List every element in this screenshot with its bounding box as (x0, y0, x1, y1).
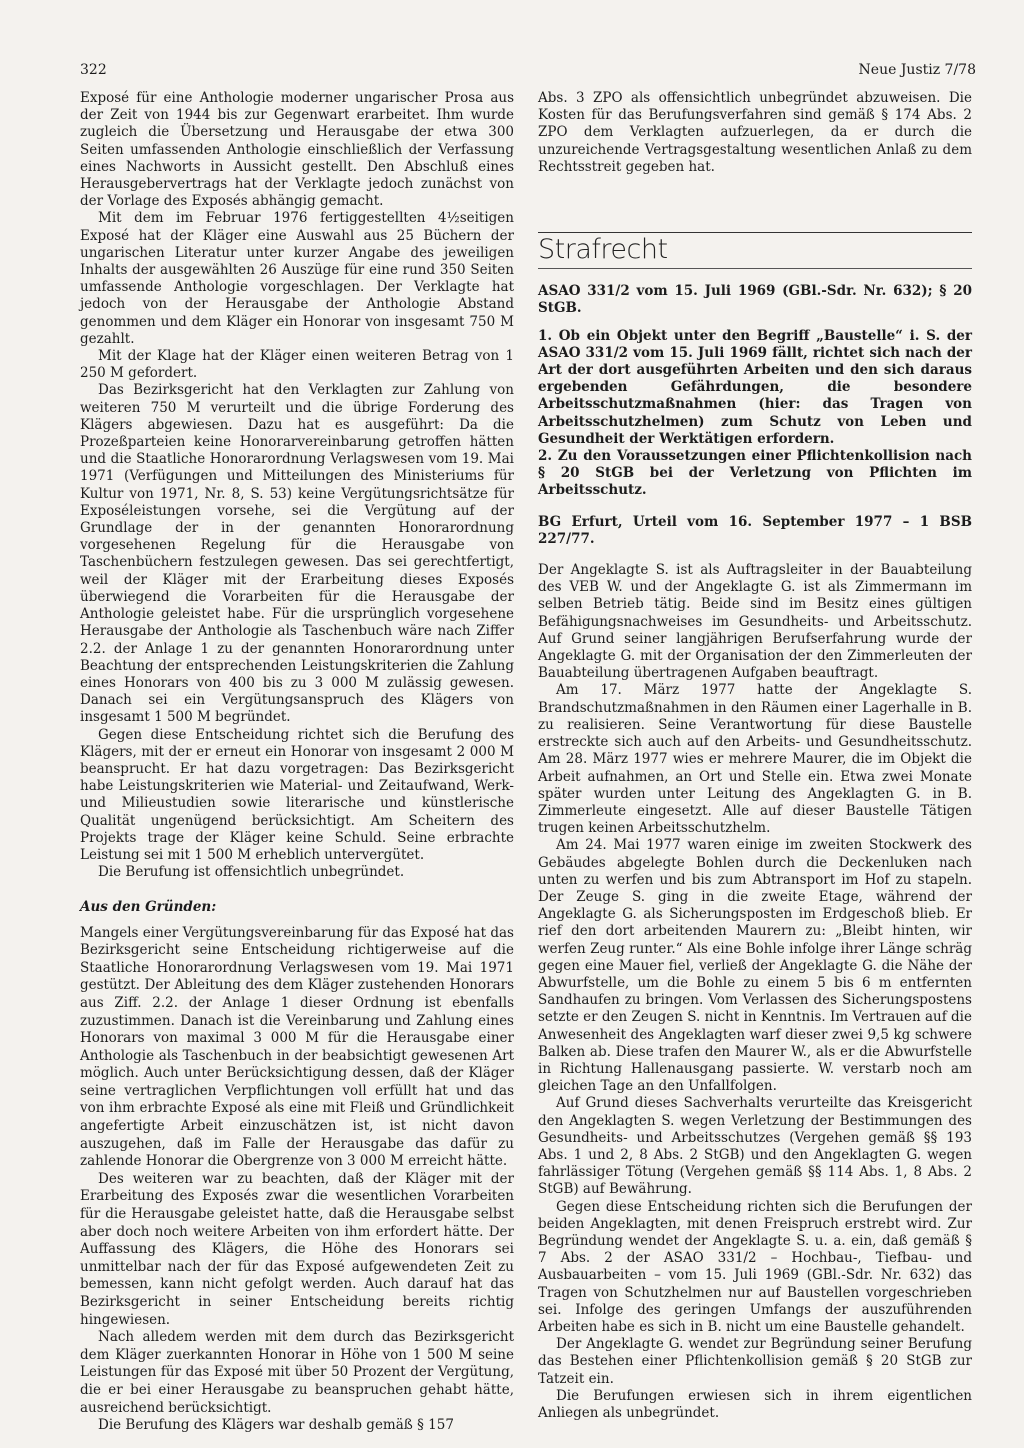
paragraph: Die Berufung ist offensichtlich unbegründet. (98, 864, 405, 881)
paragraph: Am 17. März 1977 hatte der Angeklagte S. Brandschutzmaßnahmen in den Räumen einer Lagerhalle in B. zu realisieren. Seine Verantwortung für diese Baustelle erstreckte sich auch auf den Arbeits- und Gesundheitsschutz. Am 28. März 1977 wies er mehrere Maurer, die im Objekt die Arbeit aufnahmen, an Ort und Stelle ein. Etwa zwei Monate später wurden unter Leitung des Angeklagten G. in B. Zimmerleute eingesetzt. Alle auf dieser Baustelle Tätigen trugen keinen Arbeitsschutzhelm. (538, 682, 972, 837)
paragraph: Mangels einer Vergütungsvereinbarung für das Exposé hat das Bezirksgericht seine Entscheidung richtigerweise auf die Staatliche Honorarordnung Verlagswesen vom 19. Mai 1971 gestützt. Der Ableitung des dem Kläger zustehenden Honorars aus Ziff. 2.2. der Anlage 1 dieser Ordnung ist ebenfalls zuzustimmen. Danach ist die Vereinbarung und Zahlung eines Honorars von maximal 3 000 M für die Herausgabe einer Anthologie als Taschenbuch in der beabsichtigt gewesenen Art möglich. Auch unter Berücksichtigung dessen, daß der Kläger seine vertraglichen Verpflichtungen voll erfüllt hat und das von ihm erbrachte Exposé als eine mit Fleiß und Gründlichkeit angefertigte Arbeit einzuschätzen ist, ist nicht davon auszugehen, daß im Falle der Herausgabe das dafür zu zahlende Honorar die Obergrenze von 3 000 M erreicht hätte. (80, 924, 514, 1170)
paragraph: Der Angeklagte G. wendet zur Begründung seiner Berufung das Bestehen einer Pflichtenkollision gemäß § 20 StGB zur Tatzeit ein. (538, 1336, 972, 1387)
paragraph: Mit der Klage hat der Kläger einen weiteren Betrag von 1 250 M gefordert. (80, 348, 514, 382)
section-rule (538, 232, 972, 233)
paragraph: Des weiteren war zu beachten, daß der Kläger mit der Erarbeitung des Exposés zwar die wesentlichen Vorarbeiten für die Herausgabe geleistet hatte, daß die Herausgabe selbst aber doch noch weitere Arbeiten von ihm erfordert hätte. Der Auffassung des Klägers, die Höhe des Honorars sei unmittelbar nach der für das Exposé aufgewendeten Zeit zu bemessen, kann nicht gefolgt werden. Auch darauf hat das Bezirksgericht in seiner Entscheidung bereits richtig hingewiesen. (80, 1170, 514, 1328)
right-column (538, 90, 972, 1422)
paragraph: Abs. 3 ZPO als offensichtlich unbegründet abzuweisen. Die Kosten für das Berufungsverfahren sind gemäß § 174 Abs. 2 ZPO dem Verklagten aufzuerlegen, da er durch die unzureichende Vertragsgestaltung wesentlichen Anlaß zu dem Rechtsstreit gegeben hat. (538, 90, 972, 175)
journal-issue: Neue Justiz 7/78 (858, 62, 976, 78)
paragraph: Der Angeklagte S. ist als Auftragsleiter in der Bauabteilung des VEB W. und der Angeklagte G. ist als Zimmermann im selben Betrieb tätig. Beide sind im Besitz eines gültigen Befähigungsnachweises im Gesundheits- und Arbeitsschutz. Auf Grund seiner langjährigen Berufserfahrung wurde der Angeklagte G. mit der Organisation der den Zimmerleuten der Bauabteilung übertragenen Aufgaben beauftragt. (538, 562, 972, 682)
paragraph: Nach alledem werden mit dem durch das Bezirksgericht dem Kläger zuerkannten Honorar in Höhe von 1 500 M seine Leistungen für das Exposé mit über 50 Prozent der Vergütung, die er bei einer Herausgabe zu beanspruchen gehabt hätte, ausreichend berücksichtigt. (80, 1329, 514, 1416)
paragraph: Gegen diese Entscheidung richtet sich die Berufung des Klägers, mit der er erneut ein Honorar von insgesamt 2 000 M beansprucht. Er hat dazu vorgetragen: Das Bezirksgericht habe Leistungskriterien wie Material- und Zeitaufwand, Werk- und Milieustudien sowie literarische und künstlerische Qualität ungenügend berücksichtigt. Am Scheitern des Projekts trage der Kläger keine Schuld. Seine erbrachte Leistung sei mit 1 500 M erheblich untervergütet. (80, 726, 514, 863)
page-header (80, 62, 976, 82)
case-reference: BG Erfurt, Urteil vom 16. September 1977 – 1 BSB 227/77. (538, 513, 972, 547)
paragraph: Am 24. Mai 1977 waren einige im zweiten Stockwerk des Gebäudes abgelegte Bohlen durch die Deckenluken nach unten zu werfen und bis zum Abtransport im Hof zu stapeln. Der Zeuge S. ging in die zweite Etage, während der Angeklagte G. als Sicherungsposten im Erdgeschoß blieb. Er rief den dort arbeitenden Maurern zu: „Bleibt hinten, wir werfen Zeug runter.“ Als eine Bohle infolge ihrer Länge schräg gegen eine Mauer fiel, verließ der Angeklagte G. die Nähe der Abwurfstelle, um die Bohle zu einem 5 bis 6 m entfernten Sandhaufen zu bringen. Vom Verlassen des Sicherungspostens setzte er den Zeugen S. nicht in Kenntnis. Im Vertrauen auf die Anwesenheit des Angeklagten warf dieser zwei 9,5 kg schwere Balken ab. Diese trafen den Maurer W., als er die Abwurfstelle in Richtung Hallenausgang passierte. W. verstarb noch am gleichen Tage an den Unfallfolgen. (538, 837, 972, 1095)
paragraph: Das Bezirksgericht hat den Verklagten zur Zahlung von weiteren 750 M verurteilt und die übrige Forderung des Klägers abgewiesen. Dazu hat es ausgeführt: Da die Prozeßparteien keine Honorarvereinbarung getroffen hätten und die Staatliche Honorarordnung Verlagswesen vom 19. Mai 1971 (Verfügungen und Mitteilungen des Ministeriums für Kultur von 1971, Nr. 8, S. 53) keine Vergütungsrichtsätze für Exposéleistungen vorsehe, sei die Vergütung auf der Grundlage der in der genannten Honorarordnung vorgesehenen Regelung für die Herausgabe von Taschenbüchern festzulegen gewesen. Das sei gerechtfertigt, weil der Kläger mit der Erarbeitung dieses Exposés überwiegend die Vorarbeiten für die Herausgabe der Anthologie geleistet habe. Für die ursprünglich vorgesehene Herausgabe der Anthologie als Taschenbuch wäre nach Ziffer 2.2. der Anlage 1 zu der genannten Honorarordnung unter Beachtung der entsprechenden Leistungskriterien die Zahlung eines Honorars von 400 bis zu 3 000 M zulässig gewesen. Danach sei ein Vergütungsanspruch des Klägers von insgesamt 1 500 M begründet. (80, 382, 514, 726)
paragraph: Exposé für eine Anthologie moderner ungarischer Prosa aus der Zeit von 1944 bis zur Gegenwart erarbeitet. Ihm wurde zugleich die Übersetzung und Herausgabe der etwa 300 Seiten umfassenden Anthologie einschließlich der Verfassung eines Nachworts in Aussicht gestellt. Den Abschluß eines Herausgebervertrags hat der Verklagte jedoch zunächst von der Vorlage des Exposés abhängig gemacht. (80, 90, 514, 210)
paragraph: Mit dem im Februar 1976 fertiggestellten 4½seitigen Exposé hat der Kläger eine Auswahl aus 25 Büchern der ungarischen Literatur unter kurzer Angabe des jeweiligen Inhalts der ausgewählten 26 Auszüge für eine rund 350 Seiten umfassende Anthologie vorgeschlagen. Der Verklagte hat jedoch von der Herausgabe der Anthologie Abstand genommen und dem Kläger ein Honorar von insgesamt 750 M gezahlt. (80, 210, 514, 347)
paragraph: Die Berufungen erwiesen sich in ihrem eigentlichen Anliegen als unbegründet. (538, 1387, 972, 1422)
page-number: 322 (80, 62, 107, 78)
headnote-1: 1. Ob ein Objekt unter den Begriff „Baustelle“ i. S. der ASAO 331/2 vom 15. Juli 1969 fällt, richtet sich nach der Art der dort ausgeführten Arbeiten und den sich daraus ergebenden Gefährdungen, die besondere Arbeitsschutzmaßnahmen (hier: das Tragen von Arbeitsschutzhelmen) zum Schutz von Leben und Gesundheit der Werktätigen erfordern. (538, 327, 972, 447)
section-rule (538, 268, 972, 269)
section-title: Strafrecht (538, 234, 668, 266)
headnote-2: 2. Zu den Voraussetzungen einer Pflichtenkollision nach § 20 StGB bei der Verletzung von Pflichten im Arbeitsschutz. (538, 448, 972, 499)
paragraph: Auf Grund dieses Sachverhalts verurteilte das Kreisgericht den Angeklagten S. wegen Verletzung der Bestimmungen des Gesundheits- und Arbeitsschutzes (Vergehen gemäß §§ 193 Abs. 1 und 2, 8 Abs. 2 StGB) und den Angeklagten G. wegen fahrlässiger Tötung (Vergehen gemäß §§ 114 Abs. 1, 8 Abs. 2 StGB) auf Bewährung. (538, 1095, 972, 1198)
paragraph: Gegen diese Entscheidung richten sich die Berufungen der beiden Angeklagten, mit denen Freispruch erstrebt wird. Zur Begründung wendet der Angeklagte S. u. a. ein, daß gemäß § 7 Abs. 2 der ASAO 331/2 – Hochbau-, Tiefbau- und Ausbauarbeiten – vom 15. Juli 1969 (GBl.-Sdr. Nr. 632) das Tragen von Schutzhelmen nur auf Baustellen vorgeschrieben sei. Infolge des geringen Umfangs der auszuführenden Arbeiten habe es sich in B. nicht um eine Baustelle gehandelt. (538, 1198, 972, 1335)
left-column (80, 90, 514, 1435)
legal-citation: ASAO 331/2 vom 15. Juli 1969 (GBl.-Sdr. Nr. 632); § 20 StGB. (538, 283, 972, 317)
subheading: Aus den Gründen: (80, 899, 217, 916)
paragraph: Die Berufung des Klägers war deshalb gemäß § 157 (98, 1417, 454, 1434)
